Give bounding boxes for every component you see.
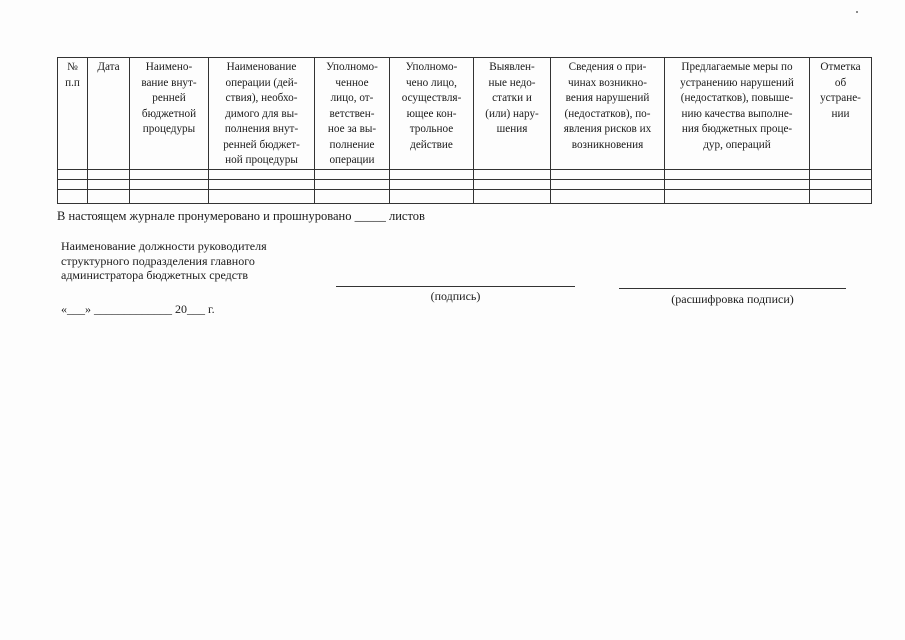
table-header-row xyxy=(58,58,872,170)
table-cell xyxy=(665,189,810,203)
header-date: Дата xyxy=(88,58,130,170)
table-cell xyxy=(130,179,209,189)
header-controlling-person: Уполномо- чено лицо, осуществля- ющее кон- трольное действие xyxy=(390,58,474,170)
table-cell xyxy=(209,179,315,189)
table-cell xyxy=(474,189,551,203)
table-cell xyxy=(474,179,551,189)
table-cell xyxy=(551,189,665,203)
table-cell xyxy=(58,169,88,179)
control-journal-table xyxy=(57,57,872,204)
table-cell xyxy=(130,169,209,179)
table-cell xyxy=(551,169,665,179)
header-elimination-mark: Отметка об устране- нии xyxy=(810,58,872,170)
table-cell xyxy=(315,189,390,203)
table-cell xyxy=(665,169,810,179)
header-operation-name: Наименование операции (дей- ствия), необхо- димого для вы- полнения внут- ренней бюджет- ной процедуры xyxy=(209,58,315,170)
table-cell xyxy=(209,169,315,179)
date-line: «___» _____________ 20___ г. xyxy=(61,302,215,316)
header-number: № п.п xyxy=(58,58,88,170)
table-cell xyxy=(88,189,130,203)
table-cell xyxy=(58,179,88,189)
table-cell xyxy=(665,179,810,189)
table-cell xyxy=(810,179,872,189)
header-proposed-measures: Предлагаемые меры по устранению нарушений (недостатков), повыше- нию качества выполне- ния бюджетных проце- дур, операций xyxy=(665,58,810,170)
table-cell xyxy=(810,169,872,179)
header-responsible-person: Уполномо- ченное лицо, от- ветствен- ное за вы- полнение операции xyxy=(315,58,390,170)
table-row xyxy=(58,189,872,203)
table-cell xyxy=(130,189,209,203)
table-cell xyxy=(209,189,315,203)
position-title-caption: Наименование должности руководителя структурного подразделения главного администратора бюджетных средств xyxy=(61,239,267,282)
table-cell xyxy=(58,189,88,203)
header-violation-causes: Сведения о при- чинах возникно- вения нарушений (недостатков), по- явления рисков их возникновения xyxy=(551,58,665,170)
table-cell xyxy=(474,169,551,179)
table-row xyxy=(58,169,872,179)
table-cell xyxy=(810,189,872,203)
table-cell xyxy=(390,169,474,179)
table-cell xyxy=(88,169,130,179)
page-count-statement: В настоящем журнале пронумеровано и прошнуровано _____ листов xyxy=(57,209,425,223)
decoding-line xyxy=(619,288,846,289)
decoding-caption: (расшифровка подписи) xyxy=(671,292,794,306)
signature-caption: (подпись) xyxy=(430,289,481,303)
table-cell xyxy=(315,169,390,179)
table-row xyxy=(58,179,872,189)
scan-speck xyxy=(856,11,858,13)
header-procedure-name: Наимено- вание внут- ренней бюджетной процедуры xyxy=(130,58,209,170)
table-cell xyxy=(390,179,474,189)
header-violations: Выявлен- ные недо- статки и (или) нару- шения xyxy=(474,58,551,170)
signature-line xyxy=(336,286,575,287)
table-cell xyxy=(551,179,665,189)
table-cell xyxy=(390,189,474,203)
table-cell xyxy=(88,179,130,189)
table-cell xyxy=(315,179,390,189)
